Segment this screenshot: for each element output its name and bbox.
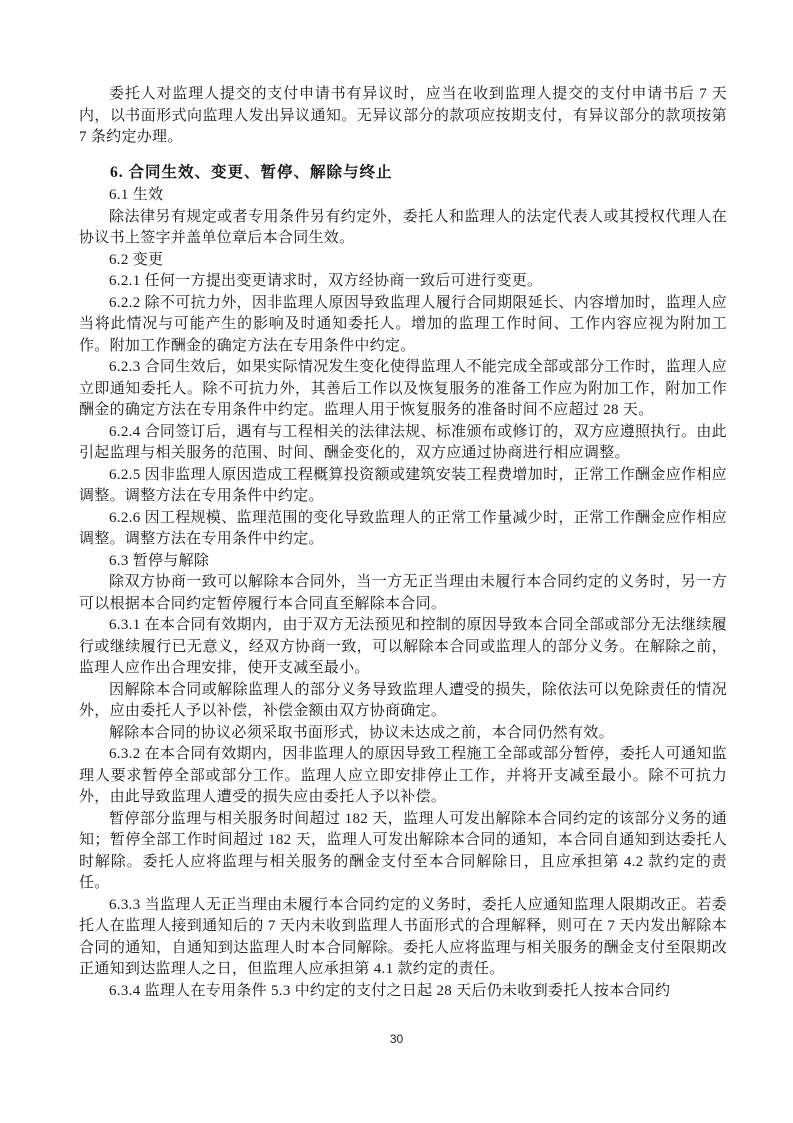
paragraph: 暂停部分监理与相关服务时间超过 182 天，监理人可发出解除本合同约定的该部分义务的通知；暂停全部工作时间超过 182 天，监理人可发出解除本合同的通知，本合同自通知到达委托人时解除。委托人应将监理与相关服务的酬金支付至本合同解除日，且应承担第 4.2 款约定的责任。 (79, 810, 727, 891)
paragraph: 6.2.4 合同签订后，遇有与工程相关的法律法规、标准颁布或修订的，双方应遵照执行。由此引起监理与相关服务的范围、时间、酬金变化的，双方应通过协商进行相应调整。 (79, 423, 727, 461)
paragraph: 6.2.5 因非监理人原因造成工程概算投资额或建筑安装工程费增加时，正常工作酬金应作相应调整。调整方法在专用条件中约定。 (79, 466, 727, 504)
section-heading: 6. 合同生效、变更、暂停、解除与终止 (110, 163, 393, 181)
paragraph: 6.3.4 监理人在专用条件 5.3 中约定的支付之日起 28 天后仍未收到委托人按本合同约 (109, 982, 671, 999)
paragraph: 除双方协商一致可以解除本合同外，当一方无正当理由未履行本合同约定的义务时，另一方可以根据本合同约定暂停履行本合同直至解除本合同。 (79, 574, 727, 612)
page-number: 30 (389, 1032, 404, 1046)
paragraph: 解除本合同的协议必须采取书面形式，协议未达成之前，本合同仍然有效。 (109, 724, 614, 741)
document-body (79, 84, 727, 1002)
paragraph: 6.3.2 在本合同有效期内，因非监理人的原因导致工程施工全部或部分暂停，委托人可通知监理人要求暂停全部或部分工作。监理人应立即安排停止工作，并将开支减至最小。除不可抗力外，由此导致监理人遭受的损失应由委托人予以补偿。 (79, 746, 727, 805)
paragraph: 6.3.1 在本合同有效期内，由于双方无法预见和控制的原因导致本合同全部或部分无法继续履行或继续履行已无意义，经双方协商一致，可以解除本合同或监理人的部分义务。在解除之前，监理人应作出合理安排，使开支减至最小。 (79, 617, 727, 676)
subsection-heading: 6.1 生效 (109, 187, 164, 203)
paragraph: 因解除本合同或解除监理人的部分义务导致监理人遭受的损失，除依法可以免除责任的情况外，应由委托人予以补偿，补偿金额由双方协商确定。 (79, 681, 727, 719)
paragraph: 委托人对监理人提交的支付申请书有异议时，应当在收到监理人提交的支付申请书后 7 天内，以书面形式向监理人发出异议通知。无异议部分的款项应按期支付，有异议部分的款项按第 7 条约定办理。 (79, 86, 727, 145)
paragraph: 6.3.3 当监理人无正当理由未履行本合同约定的义务时，委托人应通知监理人限期改正。若委托人在监理人接到通知后的 7 天内未收到监理人书面形式的合理解释，则可在 7 天内发出解除本合同的通知，自通知到达监理人时本合同解除。委托人应将监理与相关服务的酬金支付至限期改正通知到达监理人之日，但监理人应承担第 4.1 款约定的责任。 (79, 896, 727, 977)
paragraph: 6.2.1 任何一方提出变更请求时，双方经协商一致后可进行变更。 (109, 273, 543, 289)
paragraph: 6.2.3 合同生效后，如果实际情况发生变化使得监理人不能完成全部或部分工作时，监理人应立即通知委托人。除不可抗力外，其善后工作以及恢复服务的准备工作应为附加工作，附加工作酬金的确定方法在专用条件中约定。监理人用于恢复服务的准备时间不应超过 28 天。 (79, 359, 727, 418)
subsection-heading: 6.2 变更 (109, 251, 164, 268)
paragraph: 6.2.2 除不可抗力外，因非监理人原因导致监理人履行合同期限延长、内容增加时，监理人应当将此情况与可能产生的影响及时通知委托人。增加的监理工作时间、工作内容应视为附加工作。附加工作酬金的确定方法在专用条件中约定。 (79, 294, 727, 354)
subsection-heading: 6.3 暂停与解除 (109, 552, 210, 569)
paragraph: 6.2.6 因工程规模、监理范围的变化导致监理人的正常工作量减少时，正常工作酬金应作相应调整。调整方法在专用条件中约定。 (79, 509, 727, 547)
paragraph: 除法律另有规定或者专用条件另有约定外，委托人和监理人的法定代表人或其授权代理人在协议书上签字并盖单位章后本合同生效。 (79, 208, 727, 246)
